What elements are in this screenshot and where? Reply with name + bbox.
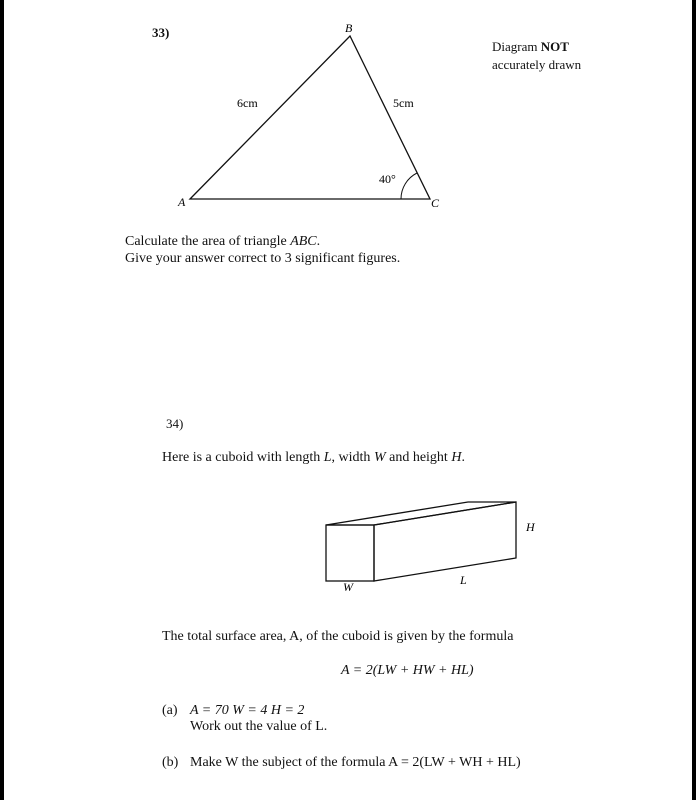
cuboid-diagram xyxy=(4,480,692,605)
part-a-label: (a) xyxy=(162,703,178,718)
q34-intro-text-1: Here is a cuboid with length xyxy=(162,450,324,465)
q33-triangle-name: ABC xyxy=(290,234,317,249)
worksheet-page xyxy=(4,0,692,800)
surface-area-formula: A = 2(LW + HW + HL) xyxy=(341,663,474,678)
surface-area-intro: The total surface area, A, of the cuboid is given by the formula xyxy=(162,629,514,644)
q33-instruction-1-end: . xyxy=(316,234,321,249)
cuboid-h-label: H xyxy=(526,520,535,534)
q33-instruction-2: Give your answer correct to 3 significant figures. xyxy=(125,251,401,266)
q34-intro-text-3: and height xyxy=(385,450,452,465)
vertex-b-label: B xyxy=(345,21,353,35)
part-b-text: Make W the subject of the formula A = 2(LW + WH + HL) xyxy=(190,755,521,770)
q34-intro-text-2: , width xyxy=(331,450,374,465)
part-a-task: Work out the value of L. xyxy=(190,719,328,734)
cuboid-front-face xyxy=(326,525,374,581)
q34-intro-l: L xyxy=(323,450,332,465)
diagram-not-accurate-note xyxy=(492,38,581,74)
part-b-label: (b) xyxy=(162,755,179,770)
q34-intro xyxy=(162,449,465,466)
angle-c-arc xyxy=(401,173,417,199)
cuboid-top-face xyxy=(326,502,516,525)
question-33-number: 33) xyxy=(152,25,170,40)
q33-instruction-1 xyxy=(125,233,320,250)
note-bold-not: NOT xyxy=(540,39,569,54)
question-34-number: 34) xyxy=(166,416,184,431)
side-ab-label: 6cm xyxy=(237,96,258,110)
cuboid-w-label: W xyxy=(343,580,353,594)
q34-intro-w: W xyxy=(373,450,386,465)
q34-intro-h: H xyxy=(451,450,462,465)
q33-instruction-1-text: Calculate the area of triangle xyxy=(125,234,291,249)
part-a-values: A = 70 W = 4 H = 2 xyxy=(190,703,305,718)
side-bc-label: 5cm xyxy=(393,96,414,110)
note-line-2: accurately drawn xyxy=(492,57,582,72)
vertex-a-label: A xyxy=(178,195,186,209)
angle-c-label: 40° xyxy=(379,172,396,186)
note-prefix: Diagram xyxy=(492,39,541,54)
cuboid-l-label: L xyxy=(460,573,467,587)
triangle-abc-diagram xyxy=(4,0,692,215)
vertex-c-label: C xyxy=(431,196,440,210)
q34-intro-text-4: . xyxy=(461,450,465,465)
